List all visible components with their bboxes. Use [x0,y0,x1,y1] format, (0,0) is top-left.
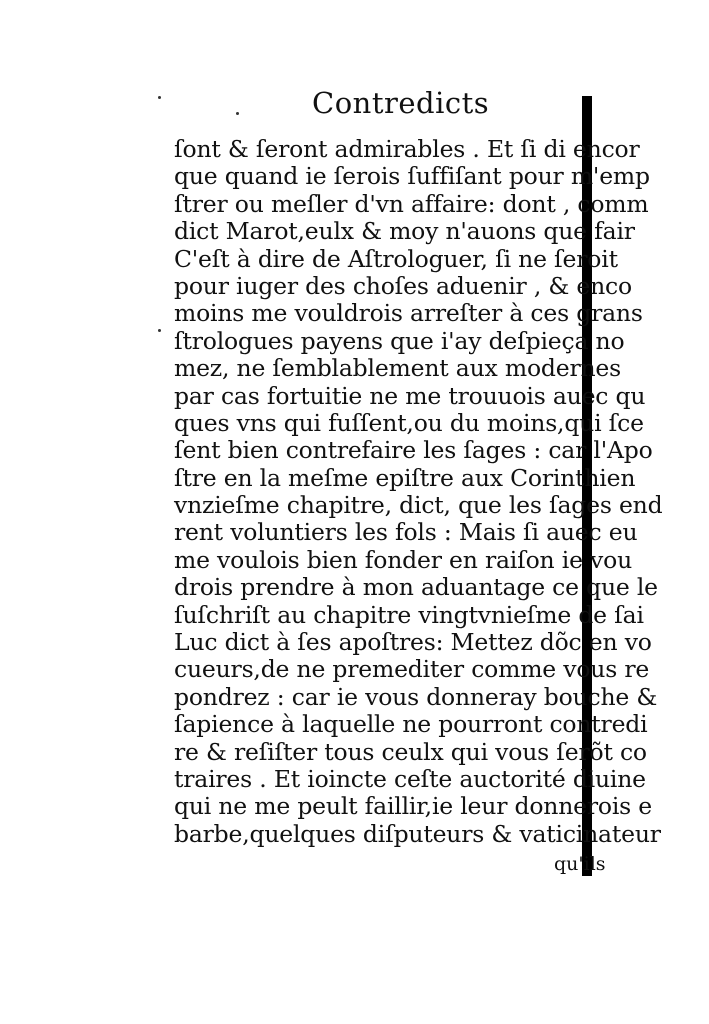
text-line: ſtrer ou meſler d'vn affaire: dont , comm [174,189,649,218]
running-head: Contredicts [312,86,490,120]
text-line: ſent bien contrefaire les ſages : car l'Apo [174,436,653,465]
ink-speck [158,329,161,332]
text-line: que quand ie ſerois ſuffiſant pour m'emp [174,162,650,191]
text-line: cueurs,de ne premediter comme vous re [174,655,650,684]
text-line: qui ne me peult faillir,ie leur donnerois e [174,792,653,821]
text-line: C'eſt à dire de Aſtrologuer, ſi ne ſeroit [174,244,618,273]
text-line: traires . Et ioincte ceſte auctorité diuine [174,764,646,793]
ink-speck [236,112,239,115]
text-line: me voulois bien fonder en raiſon ie vou [174,545,633,574]
catchword: qu'ils [554,853,606,875]
text-line: re & reſiſter tous ceulx qui vous ſerõt co [174,737,647,766]
text-line: ſont & ſeront admirables . Et ſi di encor [174,135,640,163]
ink-speck [158,96,161,99]
text-line: rent voluntiers les fols : Mais ſi auec eu [174,518,638,547]
text-line: dict Marot,eulx & moy n'auons que fair [174,217,635,246]
text-line: vnzieſme chapitre, dict, que les ſages end [174,491,663,520]
text-line: moins me vouldrois arreſter à ces grans [174,299,643,328]
text-line: par cas fortuitie ne me trouuois auec qu [174,381,646,410]
text-line: drois prendre à mon aduantage ce que le [174,573,658,602]
text-line: ſtre en la meſme epiſtre aux Corinthien [174,463,636,492]
text-line: ques vns qui fuſſent,ou du moins,qui ſce [174,408,644,437]
body-text [174,135,663,876]
text-line: ſapience à laquelle ne pourront contredi [174,710,648,739]
text-line: mez, ne ſemblablement aux modernes [174,354,621,383]
text-line: ſuſchriſt au chapitre vingtvnieſme de ſai [174,600,644,629]
text-line: pour iuger des choſes aduenir , & enco [174,271,632,300]
text-line: Luc dict à ſes apoſtres: Mettez dõc en vo [174,628,652,657]
text-line: ſtrologues payens que i'ay deſpieça no [174,326,625,355]
text-line: barbe,quelques diſputeurs & vaticinateur [174,819,661,848]
text-line: pondrez : car ie vous donneray bouche & [174,682,658,711]
